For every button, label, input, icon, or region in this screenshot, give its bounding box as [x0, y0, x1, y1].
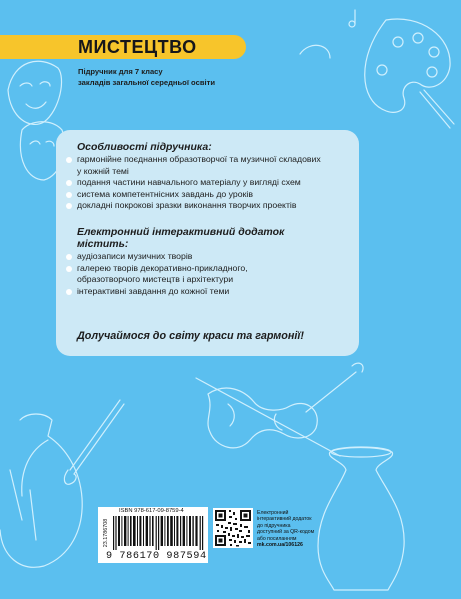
- addon-list: [66, 251, 248, 297]
- bullet-icon: [66, 203, 72, 209]
- list-item-text: у кожній темі: [77, 165, 129, 176]
- features-heading: Особливості підручника:: [77, 141, 212, 153]
- side-code: [101, 514, 111, 552]
- bullet-icon: [66, 254, 72, 260]
- features-list: [66, 154, 321, 212]
- list-item: [66, 200, 321, 212]
- qr-note-line: інтерактивний додаток: [257, 516, 312, 523]
- palette-drawing: [365, 19, 454, 128]
- list-item-text: галерею творів декоративно-прикладного,: [77, 262, 248, 273]
- bullet-icon: [66, 289, 72, 295]
- violin-drawing: [196, 363, 363, 456]
- barcode-number: 9 786170 987594: [106, 551, 207, 562]
- list-item: [66, 263, 248, 286]
- qr-note: [257, 510, 341, 548]
- qr-code: [213, 508, 253, 548]
- music-marks-drawing: [300, 10, 355, 58]
- addon-heading: [77, 226, 284, 250]
- book-subtitle: [78, 66, 278, 88]
- bullet-icon: [66, 192, 72, 198]
- qr-note-line: або посиланням: [257, 535, 297, 542]
- barcode-bars: [113, 516, 205, 550]
- brush-drawing: [64, 400, 124, 484]
- list-item: [66, 251, 248, 263]
- subtitle-line: закладів загальної середньої освіти: [78, 78, 215, 87]
- bullet-icon: [66, 266, 72, 272]
- book-title: МИСТЕЦТВО: [78, 37, 197, 57]
- side-code-text: 23.1786708: [103, 518, 109, 548]
- list-item-text: подання частини навчального матеріалу у вигляді схем: [77, 177, 301, 188]
- qr-note-line: доступний за QR-кодом: [257, 529, 315, 536]
- qr-note-line: до підручника: [257, 522, 291, 529]
- list-item-text: аудіозаписи музичних творів: [77, 251, 193, 261]
- list-item-text: система компетентнісних завдань до уроків: [77, 188, 253, 199]
- bullet-icon: [66, 180, 72, 186]
- list-item-text: інтерактивні завдання до кожної теми: [77, 285, 230, 296]
- subtitle-line: Підручник для 7 класу: [78, 67, 163, 76]
- list-item: [66, 286, 248, 298]
- jug-drawing: [0, 414, 82, 567]
- list-item: [66, 189, 321, 201]
- qr-note-url: mk.com.ua/106126: [257, 542, 303, 549]
- list-item: [66, 154, 321, 177]
- bullet-icon: [66, 157, 72, 163]
- addon-heading-line: Електронний інтерактивний додаток: [77, 226, 285, 238]
- isbn-label: ISBN 978-617-09-8759-4: [119, 508, 184, 514]
- list-item-text: докладні покрокові зразки виконання творчих проектів: [77, 200, 297, 211]
- list-item-text: образотворчого мистецтв і архітектури: [77, 274, 234, 285]
- list-item: [66, 177, 321, 189]
- list-item-text: гармонійне поєднання образотворчої та музичної складових: [77, 154, 321, 164]
- slogan: Долучаймося до світу краси та гармонії!: [77, 330, 304, 342]
- addon-heading-line: містить:: [77, 238, 129, 250]
- qr-note-line: Електронний: [257, 510, 289, 516]
